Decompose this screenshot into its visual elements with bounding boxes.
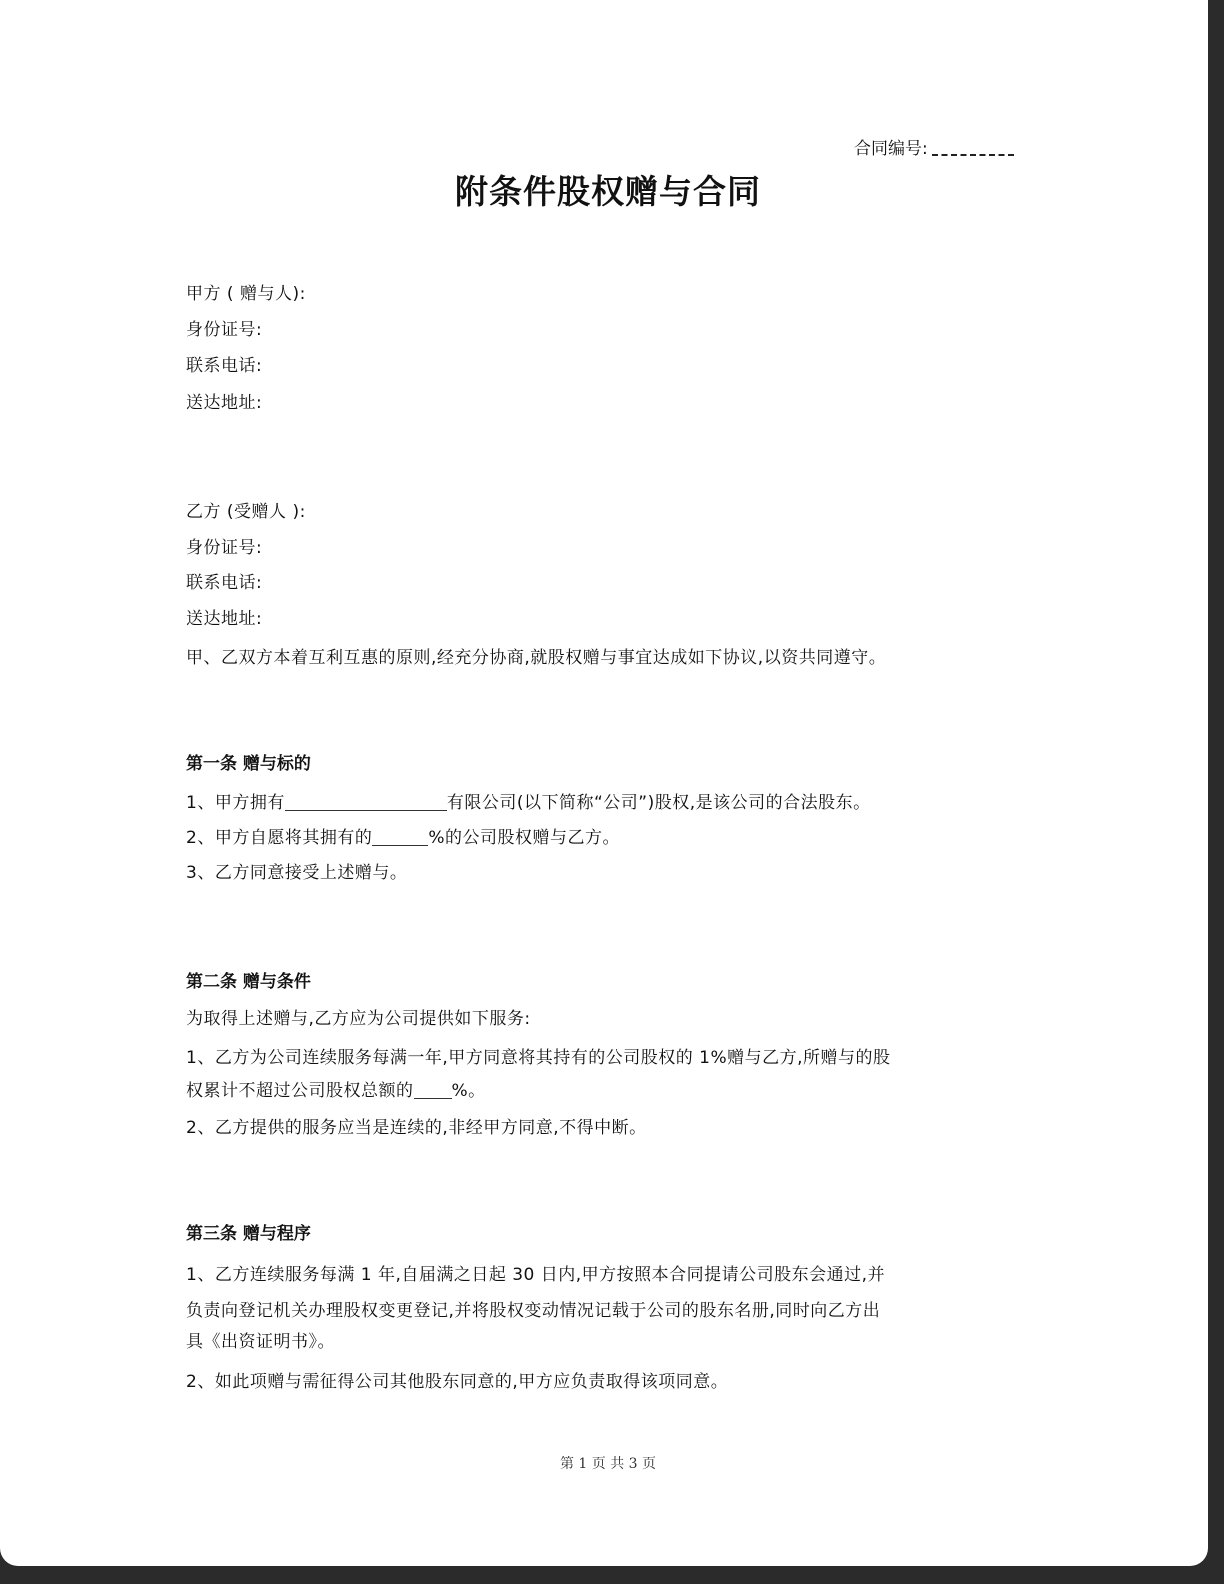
article-1-item-1-prefix: 1、甲方拥有 xyxy=(186,793,285,813)
party-b-id-label: 身份证号: xyxy=(186,538,263,558)
document-title: 附条件股权赠与合同 xyxy=(455,172,761,211)
company-name-blank xyxy=(285,794,447,811)
article-1-item-1 xyxy=(186,788,871,813)
article-2-heading: 第二条 赠与条件 xyxy=(186,972,311,992)
article-2-item-2: 2、乙方提供的服务应当是连续的,非经甲方同意,不得中断。 xyxy=(186,1118,647,1138)
contract-number-label: 合同编号: xyxy=(854,139,928,159)
article-3-item-1-line-3: 具《出资证明书》。 xyxy=(186,1332,335,1352)
article-1-item-3: 3、乙方同意接受上述赠与。 xyxy=(186,863,408,883)
party-b-label: 乙方 (受赠人 ): xyxy=(186,502,306,522)
article-3-heading: 第三条 赠与程序 xyxy=(186,1224,311,1244)
article-3-item-1-line-2: 负责向登记机关办理股权变更登记,并将股权变动情况记载于公司的股东名册,同时向乙方出 xyxy=(186,1301,881,1321)
party-b-phone-label: 联系电话: xyxy=(186,573,263,593)
party-a-label: 甲方 ( 赠与人): xyxy=(186,284,306,304)
article-2-intro: 为取得上述赠与,乙方应为公司提供如下服务: xyxy=(186,1009,531,1029)
party-a-address-label: 送达地址: xyxy=(186,393,263,413)
article-1-item-2-prefix: 2、甲方自愿将其拥有的 xyxy=(186,828,373,848)
article-2-item-1-line-1: 1、乙方为公司连续服务每满一年,甲方同意将其持有的公司股权的 1%赠与乙方,所赠与的股 xyxy=(186,1048,891,1068)
equity-percent-blank xyxy=(372,829,428,846)
preamble: 甲、乙双方本着互利互惠的原则,经充分协商,就股权赠与事宜达成如下协议,以资共同遵守。 xyxy=(186,648,887,668)
party-b-address-label: 送达地址: xyxy=(186,609,263,629)
party-a-phone-label: 联系电话: xyxy=(186,356,263,376)
article-1-heading: 第一条 赠与标的 xyxy=(186,754,311,774)
article-3-item-1-line-1: 1、乙方连续服务每满 1 年,自届满之日起 30 日内,甲方按照本合同提请公司股东会通过,并 xyxy=(186,1265,886,1285)
max-percent-blank xyxy=(414,1082,452,1099)
article-1-item-2-suffix: %的公司股权赠与乙方。 xyxy=(428,828,620,848)
article-1-item-2 xyxy=(186,823,620,848)
article-1-item-1-suffix: 有限公司(以下简称“公司”)股权,是该公司的合法股东。 xyxy=(446,793,871,813)
contract-number xyxy=(854,134,1014,159)
party-a-id-label: 身份证号: xyxy=(186,320,263,340)
article-3-item-2: 2、如此项赠与需征得公司其他股东同意的,甲方应负责取得该项同意。 xyxy=(186,1372,729,1392)
contract-number-blank xyxy=(932,154,1014,156)
page-footer: 第 1 页 共 3 页 xyxy=(559,1456,657,1472)
article-2-item-1-line-2-suffix: %。 xyxy=(451,1081,486,1101)
article-2-item-1-line-2 xyxy=(186,1076,486,1101)
article-2-item-1-line-2-prefix: 权累计不超过公司股权总额的 xyxy=(186,1081,414,1101)
